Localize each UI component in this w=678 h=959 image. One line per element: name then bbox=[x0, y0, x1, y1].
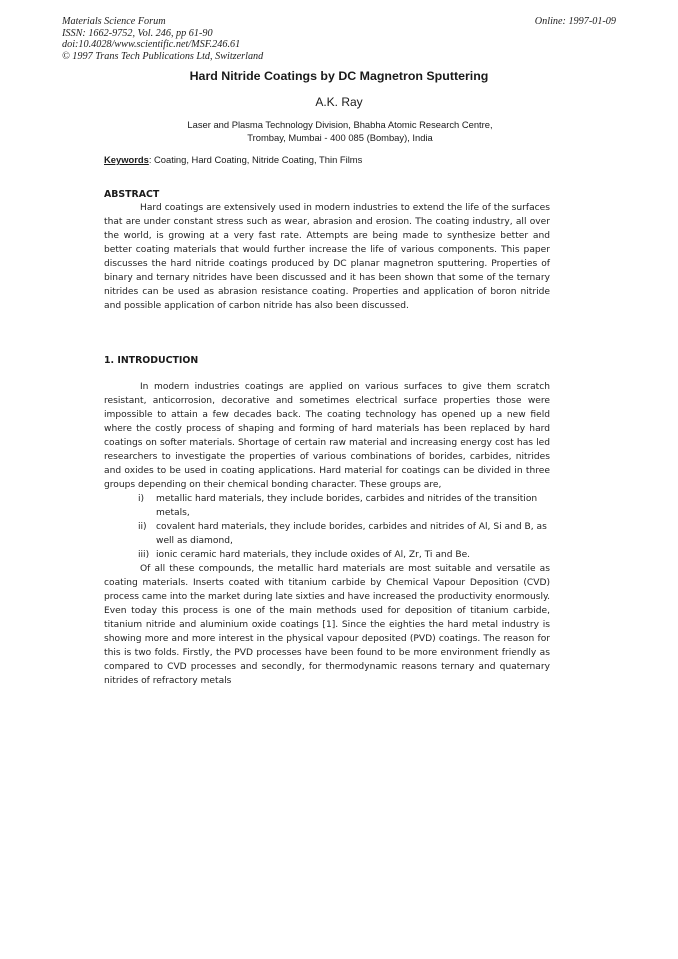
bonding-groups-list bbox=[104, 492, 550, 562]
keywords bbox=[104, 154, 362, 165]
doi-line[interactable]: doi:10.4028/www.scientific.net/MSF.246.61 bbox=[62, 39, 241, 51]
list-text: covalent hard materials, they include borides, carbides and nitrides of Al, Si and B, as well as diamond, bbox=[156, 522, 547, 546]
list-text: metallic hard materials, they include borides, carbides and nitrides of the transition metals, bbox=[156, 494, 538, 518]
abstract-body bbox=[104, 201, 550, 313]
abstract-text: Hard coatings are extensively used in modern industries to extend the life of the surfaces that are under constant stress such as wear, abrasion and erosion. The coating industry, all over the world, is growing at a very fast rate. Attempts are being made to synthesize better and better coating materials that would further increase the life of various components. This paper discusses the hard nitride coatings produced by DC planar magnetron sputtering. Properties of binary and ternary nitrides have been discussed and it has been shown that some of the ternary nitrides can be used as abrasion resistance coating. Properties and application of boron nitride and possible application of carbon nitride has also been discussed. bbox=[104, 203, 550, 311]
author-name: A.K. Ray bbox=[315, 95, 363, 109]
keywords-label: Keywords bbox=[104, 154, 149, 165]
journal-header bbox=[62, 16, 263, 62]
abstract-heading: ABSTRACT bbox=[104, 189, 160, 200]
list-text: ionic ceramic hard materials, they include oxides of Al, Zr, Ti and Be. bbox=[156, 550, 471, 560]
keywords-list: : Coating, Hard Coating, Nitride Coating, Thin Films bbox=[148, 154, 363, 165]
issn-line: ISSN: 1662-9752, Vol. 246, pp 61-90 bbox=[62, 27, 213, 39]
affiliation bbox=[120, 118, 560, 144]
intro-paragraph-1: In modern industries coatings are applied on various surfaces to give them scratch resistant, anticorrosion, decorative and sometimes electrical surface properties those were impossible to attain a few decades back. The coating technology has opened up a new field where the costly process of shaping and forming of hard materials has been replaced by hard coatings on softer materials. Shortage of certain raw material and increasing energy cost has led researchers to investigate the properties of various combinations of borides, carbides, nitrides and oxides to be used in coating applications. Hard material for coatings can be divided in three groups depending on their chemical bonding character. These groups are, bbox=[104, 382, 550, 490]
list-item bbox=[104, 548, 550, 562]
journal-name: Materials Science Forum bbox=[62, 16, 166, 27]
list-item bbox=[104, 492, 550, 520]
list-marker: ii) bbox=[138, 522, 147, 532]
list-marker: i) bbox=[138, 494, 145, 504]
introduction-heading: 1. INTRODUCTION bbox=[104, 355, 199, 366]
affiliation-line-1: Laser and Plasma Technology Division, Bhabha Atomic Research Centre, bbox=[187, 119, 493, 130]
list-marker: iii) bbox=[138, 550, 150, 560]
affiliation-line-2: Trombay, Mumbai - 400 085 (Bombay), India bbox=[247, 132, 433, 143]
paper-title: Hard Nitride Coatings by DC Magnetron Sputtering bbox=[189, 69, 489, 83]
introduction-body bbox=[104, 380, 550, 688]
intro-paragraph-2: Of all these compounds, the metallic hard materials are most suitable and versatile as coating materials. Inserts coated with titanium carbide by Chemical Vapour Deposition (CVD) process came into the market during late sixties and have increased the productivity enormously. Even today this process is one of the main methods used for deposition of titanium carbide, titanium nitride and aluminium oxide coatings [1]. Since the eighties the hard metal industry is showing more and more interest in the physical vapour deposited (PVD) coatings. The reason for this is two folds. Firstly, the PVD processes have been found to be more environment friendly as compared to CVD processes and secondly, for thermodynamic reasons ternary and quaternary nitrides of refractory metals bbox=[104, 564, 550, 686]
list-item bbox=[104, 520, 550, 548]
online-date: Online: 1997-01-09 bbox=[534, 16, 616, 27]
copyright-line: © 1997 Trans Tech Publications Ltd, Switzerland bbox=[62, 50, 264, 62]
